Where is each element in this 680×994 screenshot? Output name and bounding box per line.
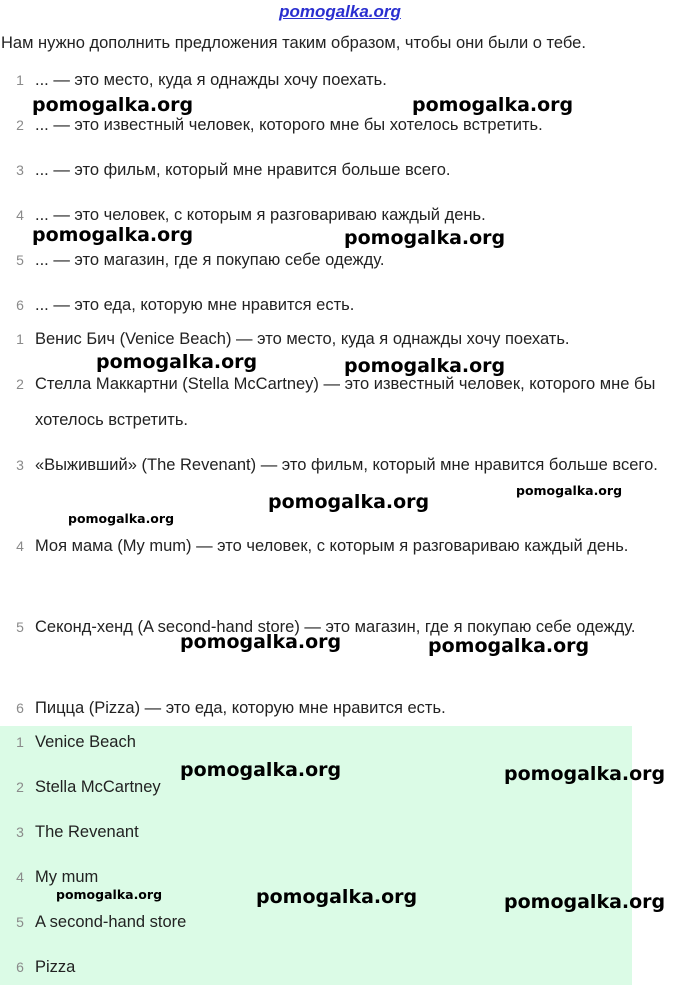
item-text: Venice Beach [35,733,136,751]
item-text: My mum [35,868,99,886]
watermark: pomogalka.org [32,94,194,116]
watermark: pomogalka.org [32,224,194,246]
item-number: 6 [16,297,24,313]
item-number: 4 [16,869,24,885]
item-text: «Выживший» (The Revenant) — это фильм, который мне нравится больше всего. [35,456,658,474]
watermark: pomogalka.org [96,351,258,373]
item-text: Пицца (Pizza) — это еда, которую мне нравится есть. [35,699,446,717]
item-number: 3 [16,162,24,178]
item-number: 5 [16,619,24,635]
item-number: 5 [16,914,24,930]
item-text: Stella McCartney [35,778,161,796]
sentence-list [0,321,680,735]
item-text: Венис Бич (Venice Beach) — это место, куда я однажды хочу поехать. [35,330,570,348]
watermark: pomogalka.org [504,763,666,785]
list-item [0,152,680,197]
item-text: Моя мама (My mum) — это человек, с которым я разговариваю каждый день. [35,537,629,555]
list-item [0,242,680,287]
watermark: pomogalka.org [180,631,342,653]
list-item [0,814,680,859]
item-number: 6 [16,700,24,716]
item-number: 1 [16,72,24,88]
watermark: pomogalka.org [516,483,623,498]
list-item [0,366,680,447]
list-item [0,949,680,994]
item-number: 3 [16,824,24,840]
item-text: ... — это магазин, где я покупаю себе одежду. [35,251,385,269]
watermark: pomogalka.org [68,511,175,526]
watermark: pomogalka.org [412,94,574,116]
item-number: 2 [16,779,24,795]
item-text: A second-hand store [35,913,187,931]
item-number: 4 [16,538,24,554]
watermark: pomogalka.org [504,891,666,913]
item-text: ... — это человек, с которым я разговариваю каждый день. [35,206,486,224]
item-number: 1 [16,734,24,750]
item-number: 5 [16,252,24,268]
item-number: 3 [16,457,24,473]
watermark: pomogalka.org [56,887,163,902]
item-text: ... — это место, куда я однажды хочу поехать. [35,71,387,89]
item-text: The Revenant [35,823,139,841]
item-text: ... — это фильм, который мне нравится больше всего. [35,161,451,179]
watermark: pomogalka.org [428,635,590,657]
item-text: ... — это еда, которую мне нравится есть. [35,296,355,314]
item-text: ... — это известный человек, которого мне бы хотелось встретить. [35,116,543,134]
item-text: Pizza [35,958,76,976]
item-text: Секонд-хенд (A second-hand store) — это магазин, где я покупаю себе одежду. [35,618,636,636]
item-text: Стелла Маккартни (Stella McCartney) — это известный человек, которого мне бы хотелось встретить. [35,375,656,429]
watermark: pomogalka.org [344,227,506,249]
item-number: 2 [16,117,24,133]
item-number: 4 [16,207,24,223]
watermark: pomogalka.org [268,491,430,513]
task-intro: Нам нужно дополнить предложения таким образом, чтобы они были о тебе. [1,34,586,52]
list-item [0,528,680,609]
item-number: 6 [16,959,24,975]
item-number: 2 [16,376,24,392]
watermark: pomogalka.org [344,355,506,377]
site-link[interactable]: pomogalka.org [279,2,401,21]
item-number: 1 [16,331,24,347]
watermark: pomogalka.org [256,886,418,908]
watermark: pomogalka.org [180,759,342,781]
